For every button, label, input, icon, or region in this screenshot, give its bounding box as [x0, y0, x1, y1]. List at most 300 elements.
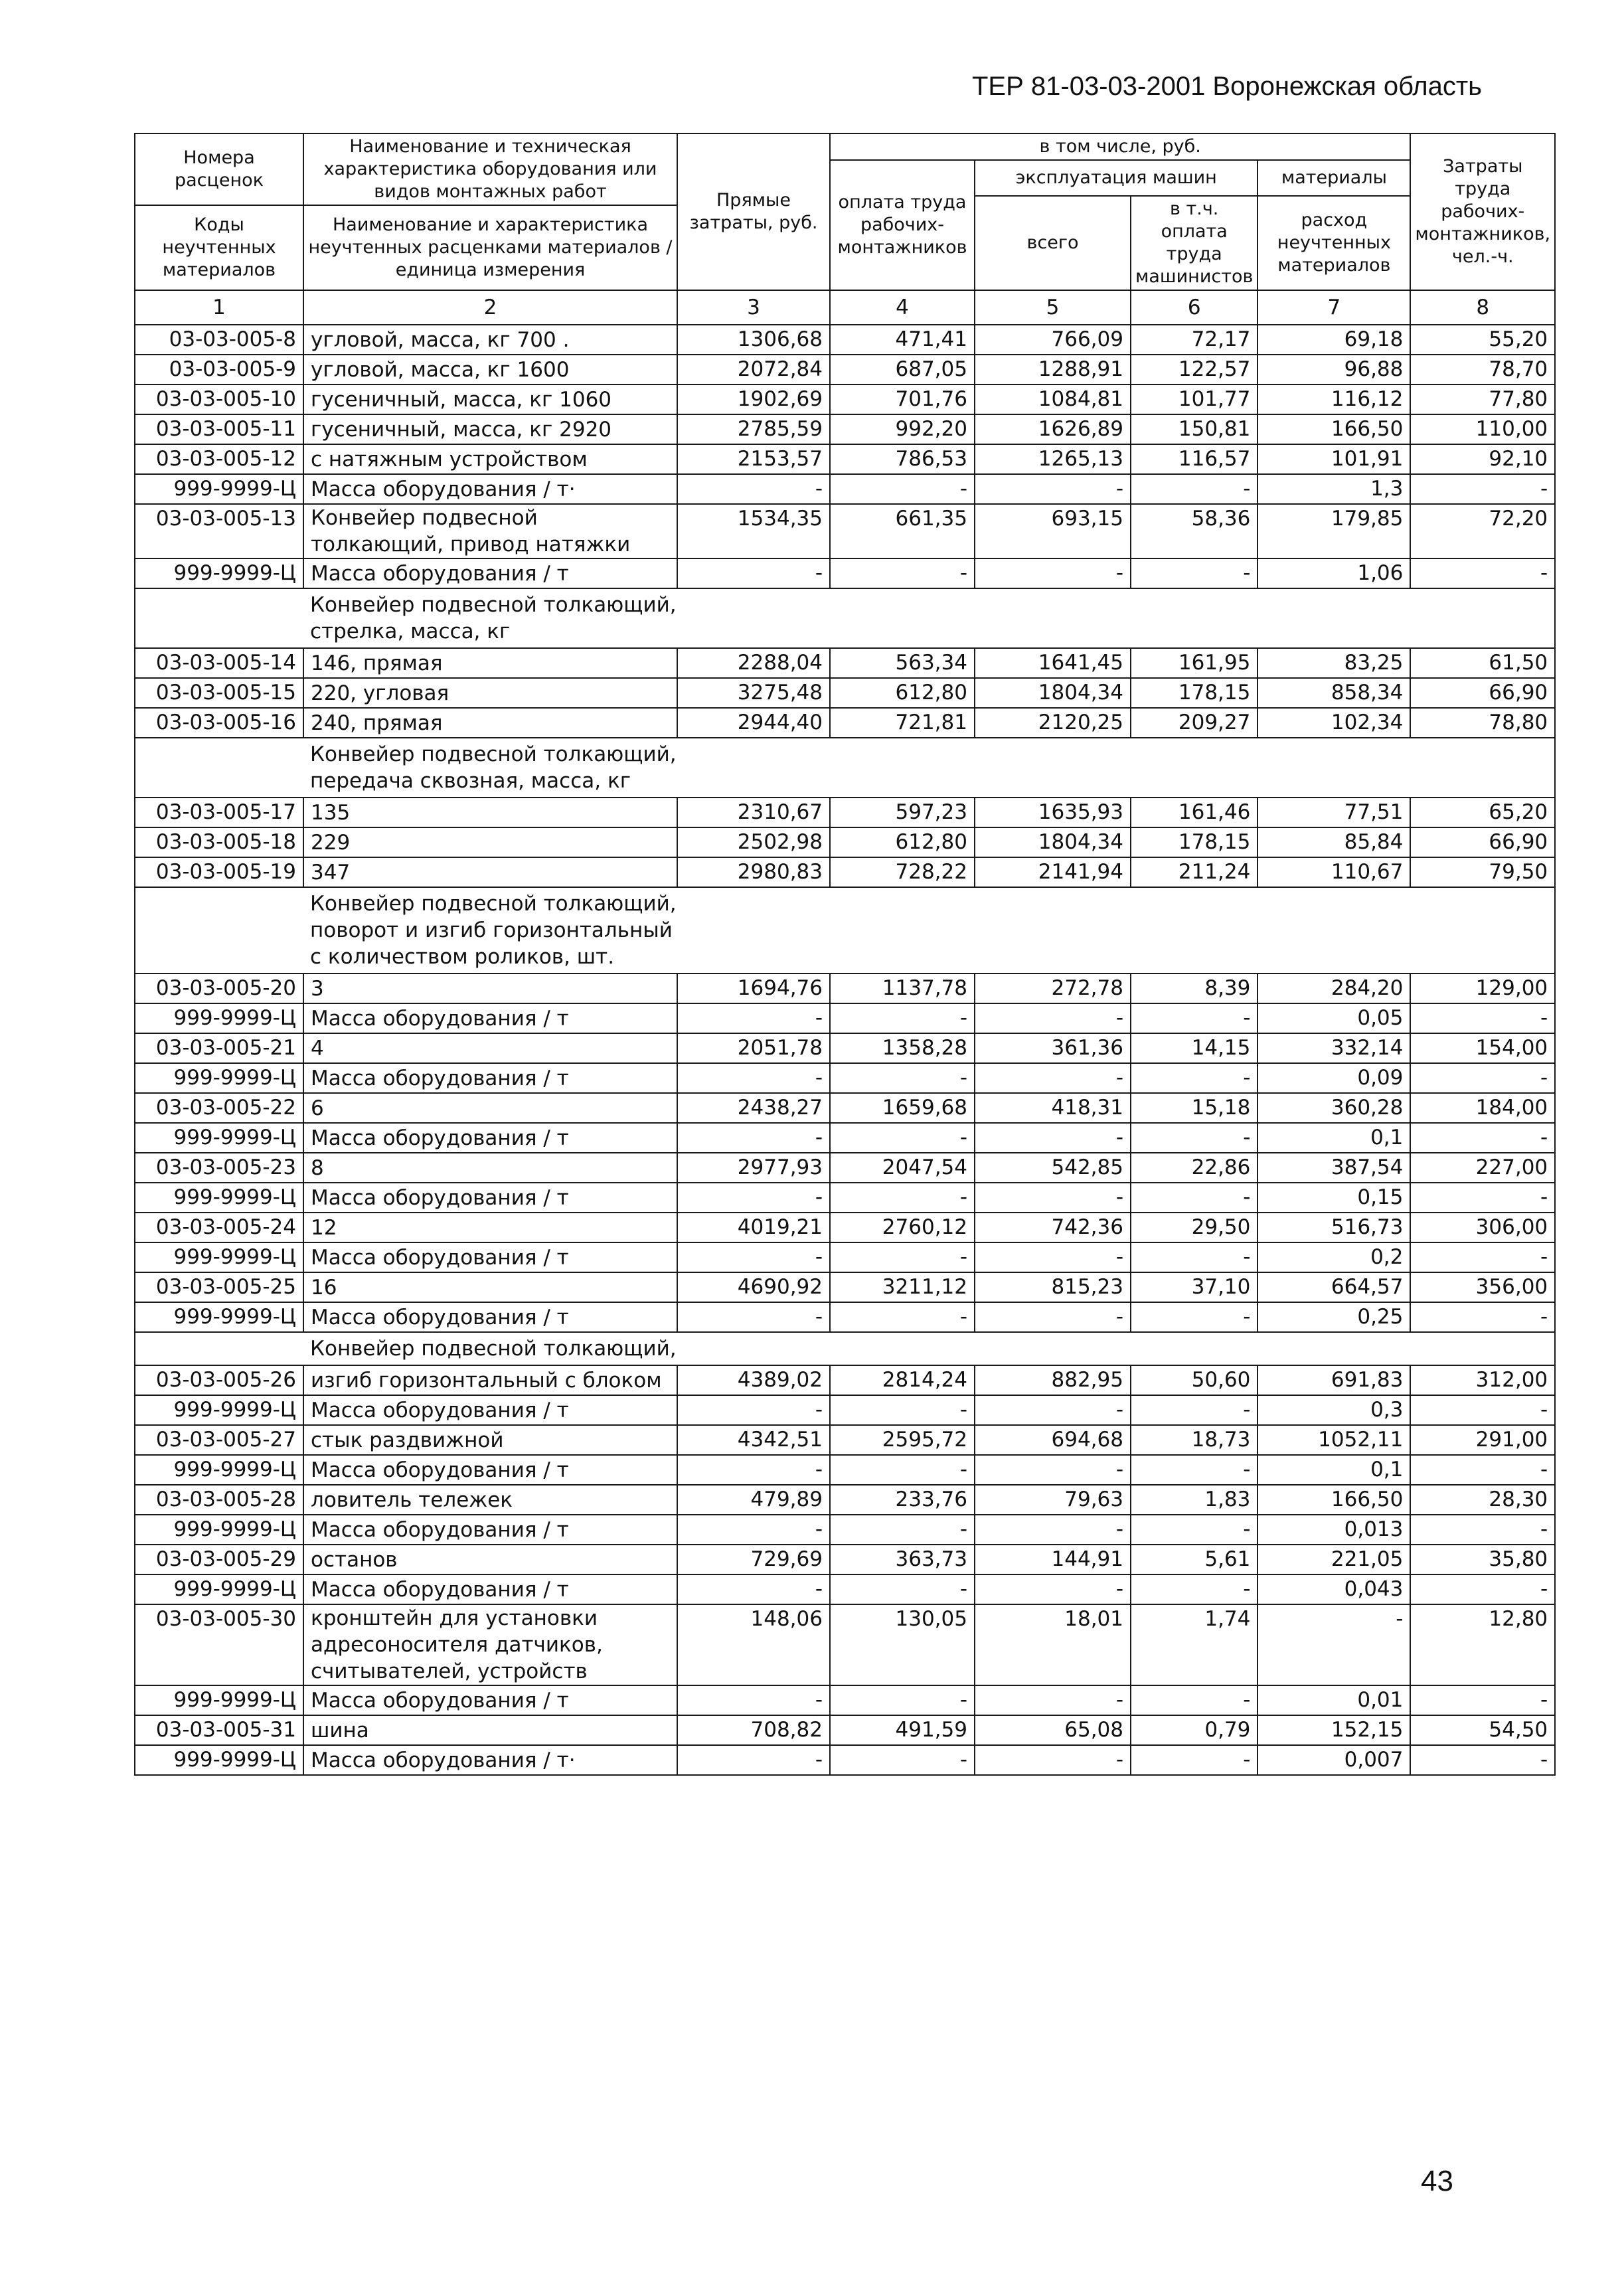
- labor-hours-cell: 66,90: [1410, 678, 1555, 708]
- rate-code: 03-03-005-25: [135, 1272, 303, 1302]
- labor-hours-cell: 78,70: [1410, 355, 1555, 384]
- group-heading: Конвейер подвесной толкающий, передача сквозная, масса, кг: [303, 738, 1555, 798]
- header-machines: эксплуатация машин: [975, 160, 1258, 196]
- machinist-labor-cell: 37,10: [1131, 1272, 1258, 1302]
- material-row: [135, 1063, 1555, 1093]
- material-row: [135, 1685, 1555, 1715]
- rate-row: [135, 1715, 1555, 1745]
- rate-code: 03-03-005-30: [135, 1604, 303, 1685]
- direct-cost-cell: 1902,69: [677, 384, 830, 414]
- row-description: Масса оборудования / т·: [303, 1745, 677, 1775]
- group-code-cell: [135, 738, 303, 798]
- labor-hours-cell: 79,50: [1410, 857, 1555, 887]
- rate-row: [135, 1365, 1555, 1395]
- machines-total-cell: 742,36: [975, 1213, 1131, 1242]
- header-col8: Затраты труда рабочих-монтажников, чел.-ч.: [1410, 133, 1555, 290]
- labor-hours-cell: -: [1410, 1515, 1555, 1545]
- materials-consumption-cell: 0,043: [1258, 1574, 1410, 1604]
- labor-hours-cell: 154,00: [1410, 1033, 1555, 1063]
- machinist-labor-cell: -: [1131, 1183, 1258, 1213]
- machinist-labor-cell: 1,83: [1131, 1485, 1258, 1515]
- labor-cost-cell: 1358,28: [830, 1033, 975, 1063]
- page-number: 43: [1421, 2165, 1453, 2197]
- labor-cost-cell: 563,34: [830, 648, 975, 678]
- machinist-labor-cell: -: [1131, 1685, 1258, 1715]
- rate-code: 03-03-005-24: [135, 1213, 303, 1242]
- machines-total-cell: 1635,93: [975, 798, 1131, 827]
- labor-hours-cell: -: [1410, 1242, 1555, 1272]
- rate-row: [135, 648, 1555, 678]
- rate-code: 03-03-005-10: [135, 384, 303, 414]
- machines-total-cell: 1626,89: [975, 414, 1131, 444]
- machines-total-cell: 65,08: [975, 1715, 1131, 1745]
- rates-table: [134, 133, 1556, 1776]
- machinist-labor-cell: 211,24: [1131, 857, 1258, 887]
- material-code: 999-9999-Ц: [135, 1063, 303, 1093]
- labor-cost-cell: -: [830, 1574, 975, 1604]
- direct-cost-cell: -: [677, 1123, 830, 1153]
- labor-hours-cell: 78,80: [1410, 708, 1555, 738]
- row-description: Масса оборудования / т: [303, 1455, 677, 1485]
- rate-row: [135, 414, 1555, 444]
- rate-row: [135, 355, 1555, 384]
- machines-total-cell: -: [975, 1302, 1131, 1332]
- materials-consumption-cell: 858,34: [1258, 678, 1410, 708]
- direct-cost-cell: 1694,76: [677, 974, 830, 1003]
- header-col3: Прямые затраты, руб.: [677, 133, 830, 290]
- rate-code: 03-03-005-8: [135, 325, 303, 355]
- material-code: 999-9999-Ц: [135, 1395, 303, 1425]
- rate-code: 03-03-005-31: [135, 1715, 303, 1745]
- labor-hours-cell: 35,80: [1410, 1545, 1555, 1574]
- machines-total-cell: -: [975, 1242, 1131, 1272]
- labor-cost-cell: -: [830, 1003, 975, 1033]
- machines-total-cell: 144,91: [975, 1545, 1131, 1574]
- direct-cost-cell: -: [677, 1003, 830, 1033]
- row-description: ловитель тележек: [303, 1485, 677, 1515]
- materials-consumption-cell: 332,14: [1258, 1033, 1410, 1063]
- materials-consumption-cell: 0,25: [1258, 1302, 1410, 1332]
- machines-total-cell: 1641,45: [975, 648, 1131, 678]
- row-description: 16: [303, 1272, 677, 1302]
- machines-total-cell: -: [975, 1515, 1131, 1545]
- rate-code: 03-03-005-17: [135, 798, 303, 827]
- row-description: шина: [303, 1715, 677, 1745]
- materials-consumption-cell: 387,54: [1258, 1153, 1410, 1183]
- machinist-labor-cell: -: [1131, 1063, 1258, 1093]
- machinist-labor-cell: 22,86: [1131, 1153, 1258, 1183]
- direct-cost-cell: 1534,35: [677, 504, 830, 558]
- material-row: [135, 1302, 1555, 1332]
- labor-cost-cell: 661,35: [830, 504, 975, 558]
- machinist-labor-cell: -: [1131, 1395, 1258, 1425]
- labor-cost-cell: 728,22: [830, 857, 975, 887]
- labor-cost-cell: 786,53: [830, 444, 975, 474]
- machines-total-cell: -: [975, 1395, 1131, 1425]
- direct-cost-cell: -: [677, 1302, 830, 1332]
- labor-cost-cell: 2595,72: [830, 1425, 975, 1455]
- direct-cost-cell: 2153,57: [677, 444, 830, 474]
- labor-hours-cell: -: [1410, 1003, 1555, 1033]
- labor-hours-cell: 129,00: [1410, 974, 1555, 1003]
- machinist-labor-cell: 122,57: [1131, 355, 1258, 384]
- materials-consumption-cell: 0,01: [1258, 1685, 1410, 1715]
- rate-row: [135, 444, 1555, 474]
- header-incl: в том числе, руб.: [830, 133, 1410, 160]
- header-col4: оплата труда рабочих-монтажников: [830, 160, 975, 290]
- rate-code: 03-03-005-20: [135, 974, 303, 1003]
- table-body: [135, 325, 1555, 1775]
- labor-hours-cell: 77,80: [1410, 384, 1555, 414]
- machines-total-cell: -: [975, 1574, 1131, 1604]
- materials-consumption-cell: -: [1258, 1604, 1410, 1685]
- labor-cost-cell: -: [830, 1183, 975, 1213]
- labor-cost-cell: -: [830, 1515, 975, 1545]
- direct-cost-cell: -: [677, 1063, 830, 1093]
- row-description: угловой, масса, кг 700 .: [303, 325, 677, 355]
- labor-hours-cell: 12,80: [1410, 1604, 1555, 1685]
- labor-cost-cell: -: [830, 1685, 975, 1715]
- direct-cost-cell: 4389,02: [677, 1365, 830, 1395]
- row-description: изгиб горизонтальный с блоком: [303, 1365, 677, 1395]
- direct-cost-cell: -: [677, 1515, 830, 1545]
- labor-cost-cell: 2814,24: [830, 1365, 975, 1395]
- header-col1-bottom: Коды неучтенных материалов: [135, 205, 303, 290]
- materials-consumption-cell: 101,91: [1258, 444, 1410, 474]
- labor-hours-cell: 55,20: [1410, 325, 1555, 355]
- column-number: 1: [135, 290, 303, 325]
- row-description: Масса оборудования / т: [303, 1685, 677, 1715]
- row-description: Масса оборудования / т·: [303, 474, 677, 504]
- rate-row: [135, 827, 1555, 857]
- labor-cost-cell: 612,80: [830, 678, 975, 708]
- materials-consumption-cell: 0,15: [1258, 1183, 1410, 1213]
- direct-cost-cell: 3275,48: [677, 678, 830, 708]
- labor-hours-cell: 227,00: [1410, 1153, 1555, 1183]
- material-row: [135, 1745, 1555, 1775]
- machinist-labor-cell: 161,46: [1131, 798, 1258, 827]
- group-heading: Конвейер подвесной толкающий, поворот и изгиб горизонтальный с количеством роликов, шт.: [303, 887, 1555, 974]
- machinist-labor-cell: -: [1131, 1123, 1258, 1153]
- header-col6: в т.ч. оплата труда машинистов: [1131, 196, 1258, 290]
- materials-consumption-cell: 284,20: [1258, 974, 1410, 1003]
- machines-total-cell: 766,09: [975, 325, 1131, 355]
- machinist-labor-cell: 72,17: [1131, 325, 1258, 355]
- labor-cost-cell: 363,73: [830, 1545, 975, 1574]
- header-col2-top: Наименование и техническая характеристика оборудования или видов монтажных работ: [303, 133, 677, 205]
- row-description: гусеничный, масса, кг 1060: [303, 384, 677, 414]
- row-description: угловой, масса, кг 1600: [303, 355, 677, 384]
- row-description: 3: [303, 974, 677, 1003]
- labor-cost-cell: 721,81: [830, 708, 975, 738]
- direct-cost-cell: -: [677, 1574, 830, 1604]
- materials-consumption-cell: 0,007: [1258, 1745, 1410, 1775]
- materials-consumption-cell: 0,2: [1258, 1242, 1410, 1272]
- machines-total-cell: 361,36: [975, 1033, 1131, 1063]
- labor-hours-cell: -: [1410, 1183, 1555, 1213]
- row-description: 4: [303, 1033, 677, 1063]
- machines-total-cell: 882,95: [975, 1365, 1131, 1395]
- machines-total-cell: 1804,34: [975, 827, 1131, 857]
- row-description: 12: [303, 1213, 677, 1242]
- rate-row: [135, 678, 1555, 708]
- material-code: 999-9999-Ц: [135, 1685, 303, 1715]
- machinist-labor-cell: 8,39: [1131, 974, 1258, 1003]
- direct-cost-cell: 479,89: [677, 1485, 830, 1515]
- materials-consumption-cell: 0,05: [1258, 1003, 1410, 1033]
- machines-total-cell: 2141,94: [975, 857, 1131, 887]
- material-code: 999-9999-Ц: [135, 1183, 303, 1213]
- rate-row: [135, 1213, 1555, 1242]
- row-description: 240, прямая: [303, 708, 677, 738]
- materials-consumption-cell: 166,50: [1258, 414, 1410, 444]
- materials-consumption-cell: 0,09: [1258, 1063, 1410, 1093]
- materials-consumption-cell: 1,06: [1258, 558, 1410, 588]
- material-row: [135, 558, 1555, 588]
- machines-total-cell: -: [975, 1183, 1131, 1213]
- material-code: 999-9999-Ц: [135, 558, 303, 588]
- machines-total-cell: -: [975, 1123, 1131, 1153]
- rate-row: [135, 1485, 1555, 1515]
- rate-row: [135, 1272, 1555, 1302]
- row-description: останов: [303, 1545, 677, 1574]
- rate-code: 03-03-005-26: [135, 1365, 303, 1395]
- group-code-cell: [135, 588, 303, 648]
- labor-hours-cell: -: [1410, 1302, 1555, 1332]
- row-description: 6: [303, 1093, 677, 1123]
- rate-code: 03-03-005-15: [135, 678, 303, 708]
- machinist-labor-cell: 58,36: [1131, 504, 1258, 558]
- machines-total-cell: 79,63: [975, 1485, 1131, 1515]
- rate-code: 03-03-005-23: [135, 1153, 303, 1183]
- material-row: [135, 1455, 1555, 1485]
- rate-code: 03-03-005-19: [135, 857, 303, 887]
- labor-hours-cell: -: [1410, 1123, 1555, 1153]
- direct-cost-cell: -: [677, 558, 830, 588]
- materials-consumption-cell: 1052,11: [1258, 1425, 1410, 1455]
- rate-code: 03-03-005-14: [135, 648, 303, 678]
- machines-total-cell: 272,78: [975, 974, 1131, 1003]
- material-code: 999-9999-Ц: [135, 474, 303, 504]
- row-description: Масса оборудования / т: [303, 1574, 677, 1604]
- labor-hours-cell: 61,50: [1410, 648, 1555, 678]
- material-code: 999-9999-Ц: [135, 1515, 303, 1545]
- labor-hours-cell: 66,90: [1410, 827, 1555, 857]
- labor-hours-cell: 72,20: [1410, 504, 1555, 558]
- labor-cost-cell: -: [830, 1395, 975, 1425]
- machines-total-cell: -: [975, 1685, 1131, 1715]
- labor-cost-cell: 491,59: [830, 1715, 975, 1745]
- rate-row: [135, 325, 1555, 355]
- direct-cost-cell: -: [677, 474, 830, 504]
- direct-cost-cell: 2977,93: [677, 1153, 830, 1183]
- row-description: Масса оборудования / т: [303, 558, 677, 588]
- labor-hours-cell: 28,30: [1410, 1485, 1555, 1515]
- labor-hours-cell: 110,00: [1410, 414, 1555, 444]
- rate-code: 03-03-005-13: [135, 504, 303, 558]
- direct-cost-cell: 4690,92: [677, 1272, 830, 1302]
- material-code: 999-9999-Ц: [135, 1003, 303, 1033]
- row-description: гусеничный, масса, кг 2920: [303, 414, 677, 444]
- row-description: Масса оборудования / т: [303, 1063, 677, 1093]
- labor-cost-cell: 687,05: [830, 355, 975, 384]
- machinist-labor-cell: 18,73: [1131, 1425, 1258, 1455]
- machinist-labor-cell: 50,60: [1131, 1365, 1258, 1395]
- row-description: Конвейер подвесной толкающий, привод натяжки: [303, 504, 677, 558]
- direct-cost-cell: 2944,40: [677, 708, 830, 738]
- material-row: [135, 1395, 1555, 1425]
- materials-consumption-cell: 116,12: [1258, 384, 1410, 414]
- labor-cost-cell: 1137,78: [830, 974, 975, 1003]
- rate-code: 03-03-005-29: [135, 1545, 303, 1574]
- materials-consumption-cell: 0,1: [1258, 1455, 1410, 1485]
- machines-total-cell: -: [975, 1745, 1131, 1775]
- header-col7: расход неучтенных материалов: [1258, 196, 1410, 290]
- direct-cost-cell: -: [677, 1183, 830, 1213]
- row-description: с натяжным устройством: [303, 444, 677, 474]
- labor-hours-cell: 312,00: [1410, 1365, 1555, 1395]
- row-description: Масса оборудования / т: [303, 1395, 677, 1425]
- materials-consumption-cell: 516,73: [1258, 1213, 1410, 1242]
- labor-cost-cell: -: [830, 1302, 975, 1332]
- labor-hours-cell: -: [1410, 1455, 1555, 1485]
- rate-code: 03-03-005-21: [135, 1033, 303, 1063]
- row-description: 347: [303, 857, 677, 887]
- column-number: 6: [1131, 290, 1258, 325]
- material-row: [135, 1183, 1555, 1213]
- labor-cost-cell: -: [830, 474, 975, 504]
- machines-total-cell: -: [975, 474, 1131, 504]
- labor-hours-cell: 291,00: [1410, 1425, 1555, 1455]
- material-row: [135, 474, 1555, 504]
- direct-cost-cell: 729,69: [677, 1545, 830, 1574]
- column-number: 2: [303, 290, 677, 325]
- labor-cost-cell: -: [830, 1242, 975, 1272]
- labor-cost-cell: 612,80: [830, 827, 975, 857]
- group-heading: Конвейер подвесной толкающий, стрелка, масса, кг: [303, 588, 1555, 648]
- labor-hours-cell: -: [1410, 474, 1555, 504]
- direct-cost-cell: 2502,98: [677, 827, 830, 857]
- row-description: кронштейн для установки адресоносителя датчиков, считывателей, устройств: [303, 1604, 677, 1685]
- row-description: Масса оборудования / т: [303, 1515, 677, 1545]
- material-code: 999-9999-Ц: [135, 1745, 303, 1775]
- machines-total-cell: 418,31: [975, 1093, 1131, 1123]
- row-description: 220, угловая: [303, 678, 677, 708]
- row-description: Масса оборудования / т: [303, 1302, 677, 1332]
- direct-cost-cell: 2288,04: [677, 648, 830, 678]
- material-row: [135, 1515, 1555, 1545]
- header-col1-top: Номера расценок: [135, 133, 303, 205]
- labor-hours-cell: -: [1410, 1685, 1555, 1715]
- material-code: 999-9999-Ц: [135, 1455, 303, 1485]
- rate-row: [135, 504, 1555, 558]
- row-description: Масса оборудования / т: [303, 1123, 677, 1153]
- machinist-labor-cell: 29,50: [1131, 1213, 1258, 1242]
- group-heading-row: [135, 738, 1555, 798]
- labor-cost-cell: -: [830, 1063, 975, 1093]
- labor-hours-cell: 65,20: [1410, 798, 1555, 827]
- material-code: 999-9999-Ц: [135, 1242, 303, 1272]
- rate-row: [135, 1545, 1555, 1574]
- direct-cost-cell: 4342,51: [677, 1425, 830, 1455]
- direct-cost-cell: 148,06: [677, 1604, 830, 1685]
- materials-consumption-cell: 179,85: [1258, 504, 1410, 558]
- machinist-labor-cell: 101,77: [1131, 384, 1258, 414]
- rate-code: 03-03-005-22: [135, 1093, 303, 1123]
- machinist-labor-cell: -: [1131, 1455, 1258, 1485]
- material-row: [135, 1123, 1555, 1153]
- machinist-labor-cell: -: [1131, 1745, 1258, 1775]
- materials-consumption-cell: 77,51: [1258, 798, 1410, 827]
- labor-cost-cell: 2047,54: [830, 1153, 975, 1183]
- materials-consumption-cell: 102,34: [1258, 708, 1410, 738]
- rate-row: [135, 974, 1555, 1003]
- material-code: 999-9999-Ц: [135, 1123, 303, 1153]
- rate-code: 03-03-005-27: [135, 1425, 303, 1455]
- machines-total-cell: 1804,34: [975, 678, 1131, 708]
- direct-cost-cell: 2310,67: [677, 798, 830, 827]
- labor-hours-cell: -: [1410, 1574, 1555, 1604]
- labor-cost-cell: 597,23: [830, 798, 975, 827]
- machinist-labor-cell: -: [1131, 474, 1258, 504]
- materials-consumption-cell: 166,50: [1258, 1485, 1410, 1515]
- labor-cost-cell: -: [830, 1745, 975, 1775]
- material-row: [135, 1242, 1555, 1272]
- machinist-labor-cell: 161,95: [1131, 648, 1258, 678]
- machinist-labor-cell: 209,27: [1131, 708, 1258, 738]
- labor-cost-cell: -: [830, 1123, 975, 1153]
- rate-row: [135, 1604, 1555, 1685]
- labor-hours-cell: 92,10: [1410, 444, 1555, 474]
- material-code: 999-9999-Ц: [135, 1302, 303, 1332]
- row-description: Масса оборудования / т: [303, 1183, 677, 1213]
- labor-hours-cell: 306,00: [1410, 1213, 1555, 1242]
- group-heading-row: [135, 588, 1555, 648]
- labor-cost-cell: 130,05: [830, 1604, 975, 1685]
- rate-code: 03-03-005-9: [135, 355, 303, 384]
- machines-total-cell: 1288,91: [975, 355, 1131, 384]
- header-col2-bottom: Наименование и характеристика неучтенных расценками материалов / единица измерения: [303, 205, 677, 290]
- machines-total-cell: 815,23: [975, 1272, 1131, 1302]
- materials-consumption-cell: 360,28: [1258, 1093, 1410, 1123]
- row-description: 146, прямая: [303, 648, 677, 678]
- rate-row: [135, 857, 1555, 887]
- machinist-labor-cell: 178,15: [1131, 678, 1258, 708]
- direct-cost-cell: 2785,59: [677, 414, 830, 444]
- machinist-labor-cell: -: [1131, 558, 1258, 588]
- labor-hours-cell: -: [1410, 558, 1555, 588]
- direct-cost-cell: -: [677, 1455, 830, 1485]
- machinist-labor-cell: 14,15: [1131, 1033, 1258, 1063]
- materials-consumption-cell: 1,3: [1258, 474, 1410, 504]
- header-col5: всего: [975, 196, 1131, 290]
- labor-hours-cell: -: [1410, 1745, 1555, 1775]
- labor-cost-cell: 233,76: [830, 1485, 975, 1515]
- rate-row: [135, 708, 1555, 738]
- machinist-labor-cell: 1,74: [1131, 1604, 1258, 1685]
- row-description: Масса оборудования / т: [303, 1242, 677, 1272]
- machines-total-cell: -: [975, 558, 1131, 588]
- labor-hours-cell: 184,00: [1410, 1093, 1555, 1123]
- direct-cost-cell: 2980,83: [677, 857, 830, 887]
- labor-cost-cell: 701,76: [830, 384, 975, 414]
- materials-consumption-cell: 0,1: [1258, 1123, 1410, 1153]
- rate-code: 03-03-005-28: [135, 1485, 303, 1515]
- machines-total-cell: -: [975, 1003, 1131, 1033]
- machines-total-cell: 542,85: [975, 1153, 1131, 1183]
- materials-consumption-cell: 110,67: [1258, 857, 1410, 887]
- machines-total-cell: 694,68: [975, 1425, 1131, 1455]
